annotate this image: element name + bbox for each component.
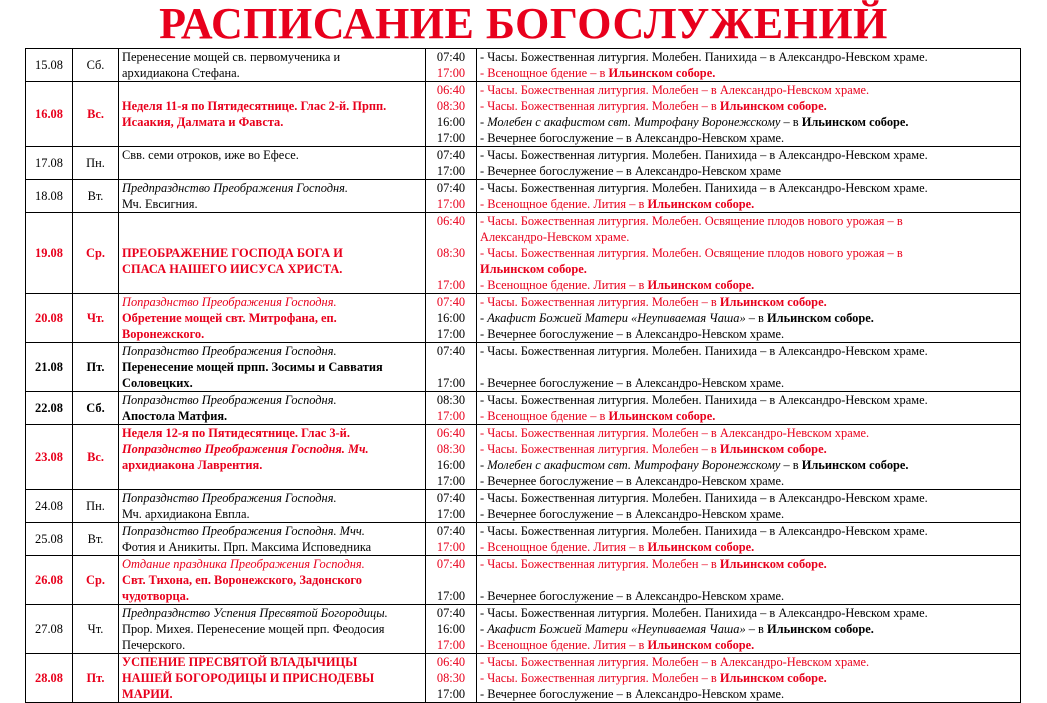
weekday-cell: Вт.: [73, 523, 119, 556]
service-text: Ильинском соборе.: [647, 638, 755, 652]
service-text: - Акафист Божией Матери «Неупиваемая Чаша»: [480, 622, 746, 636]
feast-cell: [119, 294, 426, 343]
service-line: [480, 588, 1017, 604]
service-time: 17:00: [436, 507, 466, 521]
service-time: 17:00: [436, 278, 466, 292]
service-text: - Вечернее богослужение – в Александро-Невском храме.: [480, 376, 785, 390]
service-line: [480, 473, 1017, 489]
service-text: - Часы. Божественная литургия. Молебен – в: [480, 99, 720, 113]
service-time: [429, 229, 473, 245]
service-time: 17:00: [436, 540, 466, 554]
service-line: [480, 49, 1017, 65]
weekday-cell: Вт.: [73, 180, 119, 213]
feast-line: Попразднство Преображения Господня. Мч.: [122, 442, 369, 456]
services-cell: [477, 654, 1021, 703]
service-line: [480, 147, 1017, 163]
service-time: 17:00: [436, 164, 466, 178]
service-text: - Вечернее богослужение – в Александро-Невском храме.: [480, 687, 785, 701]
services-cell: [477, 605, 1021, 654]
service-line: [480, 490, 1017, 506]
feast-cell: [119, 49, 426, 82]
date-cell: 16.08: [26, 82, 73, 147]
schedule-row: [26, 605, 1021, 654]
date-cell: 15.08: [26, 49, 73, 82]
service-line: [480, 506, 1017, 522]
feast-line: Попразднство Преображения Господня.: [122, 344, 337, 358]
time-cell: [426, 392, 477, 425]
schedule-row: [26, 180, 1021, 213]
service-line: [480, 457, 1017, 473]
service-line: [480, 572, 1017, 588]
weekday-cell: Пт.: [73, 343, 119, 392]
service-time: 06:40: [436, 426, 466, 440]
time-cell: [426, 556, 477, 605]
service-time: 17:00: [436, 687, 466, 701]
service-line: [480, 605, 1017, 621]
services-cell: [477, 147, 1021, 180]
schedule-row: [26, 49, 1021, 82]
services-cell: [477, 392, 1021, 425]
feast-line: Попразднство Преображения Господня.: [122, 491, 337, 505]
service-time: 07:40: [436, 606, 466, 620]
service-text: - Часы. Божественная литургия. Молебен – в Александро-Невском храме.: [480, 83, 870, 97]
feast-line: Свт. Тихона, еп. Воронежского, Задонского: [122, 573, 362, 587]
service-time: 08:30: [436, 393, 466, 407]
service-line: [480, 539, 1017, 555]
service-text: – в: [780, 458, 802, 472]
service-time: 08:30: [436, 246, 466, 260]
feast-line: Прор. Михея. Перенесение мощей прп. Феодосия: [122, 622, 385, 636]
time-cell: [426, 523, 477, 556]
feast-line: Неделя 11-я по Пятидесятнице. Глас 2-й. Прпп.: [122, 99, 387, 113]
service-line: [480, 130, 1017, 146]
date-cell: 19.08: [26, 213, 73, 294]
service-text: - Акафист Божией Матери «Неупиваемая Чаша»: [480, 311, 746, 325]
service-text: - Часы. Божественная литургия. Молебен. Панихида – в Александро-Невском храме.: [480, 524, 928, 538]
time-cell: [426, 343, 477, 392]
feast-line: Обретение мощей свт. Митрофана, еп.: [122, 311, 337, 325]
service-line: [480, 359, 1017, 375]
service-text: Александро-Невском храме.: [480, 230, 630, 244]
service-text: Ильинском соборе.: [719, 671, 827, 685]
services-cell: [477, 294, 1021, 343]
weekday-cell: Вс.: [73, 425, 119, 490]
service-text: - Вечернее богослужение – в Александро-Невском храме.: [480, 327, 785, 341]
service-text: - Часы. Божественная литургия. Молебен – в: [480, 671, 720, 685]
feast-cell: [119, 213, 426, 294]
feast-line: Попразднство Преображения Господня.: [122, 393, 337, 407]
feast-cell: [119, 556, 426, 605]
service-text: - Молебен с акафистом свт. Митрофану Воронежскому: [480, 458, 781, 472]
feast-cell: [119, 490, 426, 523]
feast-line: Апостола Матфия.: [122, 409, 228, 423]
date-cell: 18.08: [26, 180, 73, 213]
service-line: [480, 343, 1017, 359]
service-text: - Вечернее богослужение – в Александро-Невском храме.: [480, 131, 785, 145]
time-cell: [426, 490, 477, 523]
service-time: 17:00: [436, 197, 466, 211]
feast-line: Печерского.: [122, 638, 186, 652]
schedule-row: [26, 82, 1021, 147]
weekday-cell: Чт.: [73, 605, 119, 654]
service-time: 07:40: [436, 344, 466, 358]
service-text: - Часы. Божественная литургия. Молебен. Панихида – в Александро-Невском храме.: [480, 148, 928, 162]
service-line: [480, 114, 1017, 130]
feast-line: [122, 82, 422, 98]
time-cell: [426, 654, 477, 703]
service-text: - Часы. Божественная литургия. Молебен. Освящение плодов нового урожая – в: [480, 246, 903, 260]
service-text: - Часы. Божественная литургия. Молебен. Панихида – в Александро-Невском храме.: [480, 606, 928, 620]
services-cell: [477, 49, 1021, 82]
services-cell: [477, 180, 1021, 213]
service-time: 06:40: [436, 214, 466, 228]
service-text: Ильинском соборе.: [719, 295, 827, 309]
service-time: 17:00: [436, 66, 466, 80]
date-cell: 26.08: [26, 556, 73, 605]
service-text: - Часы. Божественная литургия. Молебен – в: [480, 442, 720, 456]
feast-line: Перенесение мощей св. первомученика и: [122, 50, 341, 64]
service-text: Ильинском соборе.: [480, 262, 587, 276]
weekday-cell: Пт.: [73, 654, 119, 703]
service-line: [480, 294, 1017, 310]
services-cell: [477, 213, 1021, 294]
service-time: 08:30: [436, 442, 466, 456]
service-time: 17:00: [436, 376, 466, 390]
service-text: – в: [780, 115, 802, 129]
service-text: Ильинском соборе.: [719, 442, 827, 456]
feast-line: Мч. Евсигния.: [122, 197, 198, 211]
service-text: - Часы. Божественная литургия. Молебен. Панихида – в Александро-Невском храме.: [480, 181, 928, 195]
feast-line: УСПЕНИЕ ПРЕСВЯТОЙ ВЛАДЫЧИЦЫ: [122, 655, 358, 669]
page-title: РАСПИСАНИЕ БОГОСЛУЖЕНИЙ: [159, 0, 888, 48]
service-time: 08:30: [436, 99, 466, 113]
feast-line: [122, 229, 422, 245]
date-cell: 22.08: [26, 392, 73, 425]
service-text: – в: [745, 622, 767, 636]
feast-line: архидиакона Лаврентия.: [122, 458, 263, 472]
feast-line: ПРЕОБРАЖЕНИЕ ГОСПОДА БОГА И: [122, 246, 343, 260]
weekday-cell: Пн.: [73, 490, 119, 523]
feast-line: [122, 213, 422, 229]
service-line: [480, 277, 1017, 293]
date-cell: 21.08: [26, 343, 73, 392]
service-line: [480, 556, 1017, 572]
service-text: Ильинском соборе.: [801, 115, 909, 129]
time-cell: [426, 425, 477, 490]
services-cell: [477, 523, 1021, 556]
service-text: Ильинском соборе.: [608, 66, 716, 80]
feast-line: архидиакона Стефана.: [122, 66, 240, 80]
service-text: Ильинском соборе.: [647, 197, 755, 211]
feast-line: Соловецких.: [122, 376, 193, 390]
service-time: 17:00: [436, 589, 466, 603]
service-text: - Часы. Божественная литургия. Молебен – в: [480, 295, 720, 309]
service-time: 16:00: [436, 622, 466, 636]
schedule-row: [26, 490, 1021, 523]
time-cell: [426, 82, 477, 147]
feast-line: чудотворца.: [122, 589, 189, 603]
service-text: - Часы. Божественная литургия. Молебен – в: [480, 557, 720, 571]
schedule-row: [26, 523, 1021, 556]
service-text: Ильинском соборе.: [647, 540, 755, 554]
feast-cell: [119, 82, 426, 147]
service-line: [480, 670, 1017, 686]
service-line: [480, 213, 1017, 229]
service-time: 07:40: [436, 295, 466, 309]
feast-line: Предпразднство Успения Пресвятой Богородицы.: [122, 606, 388, 620]
service-line: [480, 310, 1017, 326]
service-line: [480, 229, 1017, 245]
service-time: 06:40: [436, 83, 466, 97]
service-text: - Вечернее богослужение – в Александро-Невском храме: [480, 164, 782, 178]
services-cell: [477, 82, 1021, 147]
weekday-cell: Вс.: [73, 82, 119, 147]
service-text: - Часы. Божественная литургия. Молебен. Панихида – в Александро-Невском храме.: [480, 50, 928, 64]
service-line: [480, 686, 1017, 702]
feast-line: Попразднство Преображения Господня.: [122, 295, 337, 309]
service-line: [480, 245, 1017, 261]
service-time: 07:40: [436, 181, 466, 195]
service-time: 07:40: [436, 524, 466, 538]
date-cell: 25.08: [26, 523, 73, 556]
date-cell: 23.08: [26, 425, 73, 490]
service-time: [429, 261, 473, 277]
service-time: 16:00: [436, 311, 466, 325]
schedule-body: [26, 49, 1021, 703]
schedule-row: [26, 343, 1021, 392]
service-line: [480, 82, 1017, 98]
service-time: 17:00: [436, 327, 466, 341]
services-cell: [477, 490, 1021, 523]
feast-line: Фотия и Аникиты. Прп. Максима Исповедника: [122, 540, 372, 554]
schedule-row: [26, 654, 1021, 703]
services-cell: [477, 556, 1021, 605]
service-text: Ильинском соборе.: [767, 622, 874, 636]
feast-cell: [119, 180, 426, 213]
service-line: [480, 425, 1017, 441]
service-text: - Всенощное бдение – в: [480, 409, 609, 423]
service-text: - Всенощное бдение. Лития – в: [480, 197, 648, 211]
feast-line: Свв. семи отроков, иже во Ефесе.: [122, 148, 299, 162]
schedule-row: [26, 425, 1021, 490]
schedule-row: [26, 213, 1021, 294]
service-text: - Всенощное бдение. Лития – в: [480, 278, 648, 292]
service-text: - Всенощное бдение. Лития – в: [480, 540, 648, 554]
service-time: 07:40: [436, 491, 466, 505]
schedule-row: [26, 294, 1021, 343]
service-time: 17:00: [436, 409, 466, 423]
feast-line: МАРИИ.: [122, 687, 173, 701]
feast-cell: [119, 523, 426, 556]
date-cell: 17.08: [26, 147, 73, 180]
date-cell: 24.08: [26, 490, 73, 523]
service-time: 17:00: [436, 131, 466, 145]
service-text: - Часы. Божественная литургия. Молебен. Панихида – в Александро-Невском храме.: [480, 344, 928, 358]
time-cell: [426, 180, 477, 213]
service-text: - Часы. Божественная литургия. Молебен. Освящение плодов нового урожая – в: [480, 214, 903, 228]
feast-line: Неделя 12-я по Пятидесятнице. Глас 3-й.: [122, 426, 350, 440]
service-time: [429, 359, 473, 375]
service-time: 06:40: [436, 655, 466, 669]
weekday-cell: Чт.: [73, 294, 119, 343]
service-text: Ильинском соборе.: [767, 311, 874, 325]
service-text: - Молебен с акафистом свт. Митрофану Воронежскому: [480, 115, 781, 129]
service-text: Ильинском соборе.: [719, 557, 827, 571]
service-line: [480, 408, 1017, 424]
weekday-cell: Пн.: [73, 147, 119, 180]
time-cell: [426, 147, 477, 180]
weekday-cell: Ср.: [73, 556, 119, 605]
feast-cell: [119, 654, 426, 703]
feast-line: Отдание праздника Преображения Господня.: [122, 557, 365, 571]
feast-cell: [119, 392, 426, 425]
service-line: [480, 180, 1017, 196]
service-text: - Вечернее богослужение – в Александро-Невском храме.: [480, 589, 785, 603]
service-time: 08:30: [436, 671, 466, 685]
date-cell: 20.08: [26, 294, 73, 343]
services-cell: [477, 425, 1021, 490]
service-line: [480, 65, 1017, 81]
service-text: – в: [745, 311, 767, 325]
service-line: [480, 98, 1017, 114]
service-line: [480, 654, 1017, 670]
service-text: - Часы. Божественная литургия. Молебен. Панихида – в Александро-Невском храме.: [480, 393, 928, 407]
feast-line: Мч. архидиакона Евпла.: [122, 507, 250, 521]
service-time: [429, 572, 473, 588]
weekday-cell: Сб.: [73, 49, 119, 82]
service-line: [480, 441, 1017, 457]
time-cell: [426, 213, 477, 294]
services-cell: [477, 343, 1021, 392]
service-line: [480, 637, 1017, 653]
date-cell: 27.08: [26, 605, 73, 654]
service-text: Ильинском соборе.: [647, 278, 755, 292]
service-time: 07:40: [436, 557, 466, 571]
time-cell: [426, 294, 477, 343]
feast-line: Исаакия, Далмата и Фавста.: [122, 115, 284, 129]
service-text: - Вечернее богослужение – в Александро-Невском храме.: [480, 474, 785, 488]
service-text: Ильинском соборе.: [608, 409, 716, 423]
schedule-row: [26, 147, 1021, 180]
feast-cell: [119, 343, 426, 392]
service-line: [480, 523, 1017, 539]
service-text: - Всенощное бдение – в: [480, 66, 609, 80]
service-line: [480, 261, 1017, 277]
schedule-row: [26, 392, 1021, 425]
service-line: [480, 196, 1017, 212]
service-text: Ильинском соборе.: [719, 99, 827, 113]
service-text: - Часы. Божественная литургия. Молебен – в Александро-Невском храме.: [480, 426, 870, 440]
feast-line: Перенесение мощей прпп. Зосимы и Савватия: [122, 360, 383, 374]
service-text: - Вечернее богослужение – в Александро-Невском храме.: [480, 507, 785, 521]
feast-line: НАШЕЙ БОГОРОДИЦЫ И ПРИСНОДЕВЫ: [122, 671, 375, 685]
date-cell: 28.08: [26, 654, 73, 703]
service-line: [480, 326, 1017, 342]
service-time: 07:40: [436, 50, 466, 64]
schedule-row: [26, 556, 1021, 605]
weekday-cell: Сб.: [73, 392, 119, 425]
service-time: 07:40: [436, 148, 466, 162]
feast-line: СПАСА НАШЕГО ИИСУСА ХРИСТА.: [122, 262, 343, 276]
feast-cell: [119, 147, 426, 180]
feast-cell: [119, 425, 426, 490]
feast-line: Воронежского.: [122, 327, 205, 341]
service-time: 17:00: [436, 638, 466, 652]
service-line: [480, 392, 1017, 408]
feast-line: Предпразднство Преображения Господня.: [122, 181, 349, 195]
service-text: - Всенощное бдение. Лития – в: [480, 638, 648, 652]
service-time: 16:00: [436, 458, 466, 472]
service-time: 17:00: [436, 474, 466, 488]
service-line: [480, 163, 1017, 179]
time-cell: [426, 605, 477, 654]
service-text: - Часы. Божественная литургия. Молебен – в Александро-Невском храме.: [480, 655, 870, 669]
schedule-table: [25, 48, 1021, 703]
service-line: [480, 375, 1017, 391]
service-text: - Часы. Божественная литургия. Молебен. Панихида – в Александро-Невском храме.: [480, 491, 928, 505]
feast-cell: [119, 605, 426, 654]
time-cell: [426, 49, 477, 82]
service-line: [480, 621, 1017, 637]
feast-line: Попразднство Преображения Господня. Мчч.: [122, 524, 365, 538]
service-time: 16:00: [436, 115, 466, 129]
service-text: Ильинском соборе.: [801, 458, 909, 472]
weekday-cell: Ср.: [73, 213, 119, 294]
